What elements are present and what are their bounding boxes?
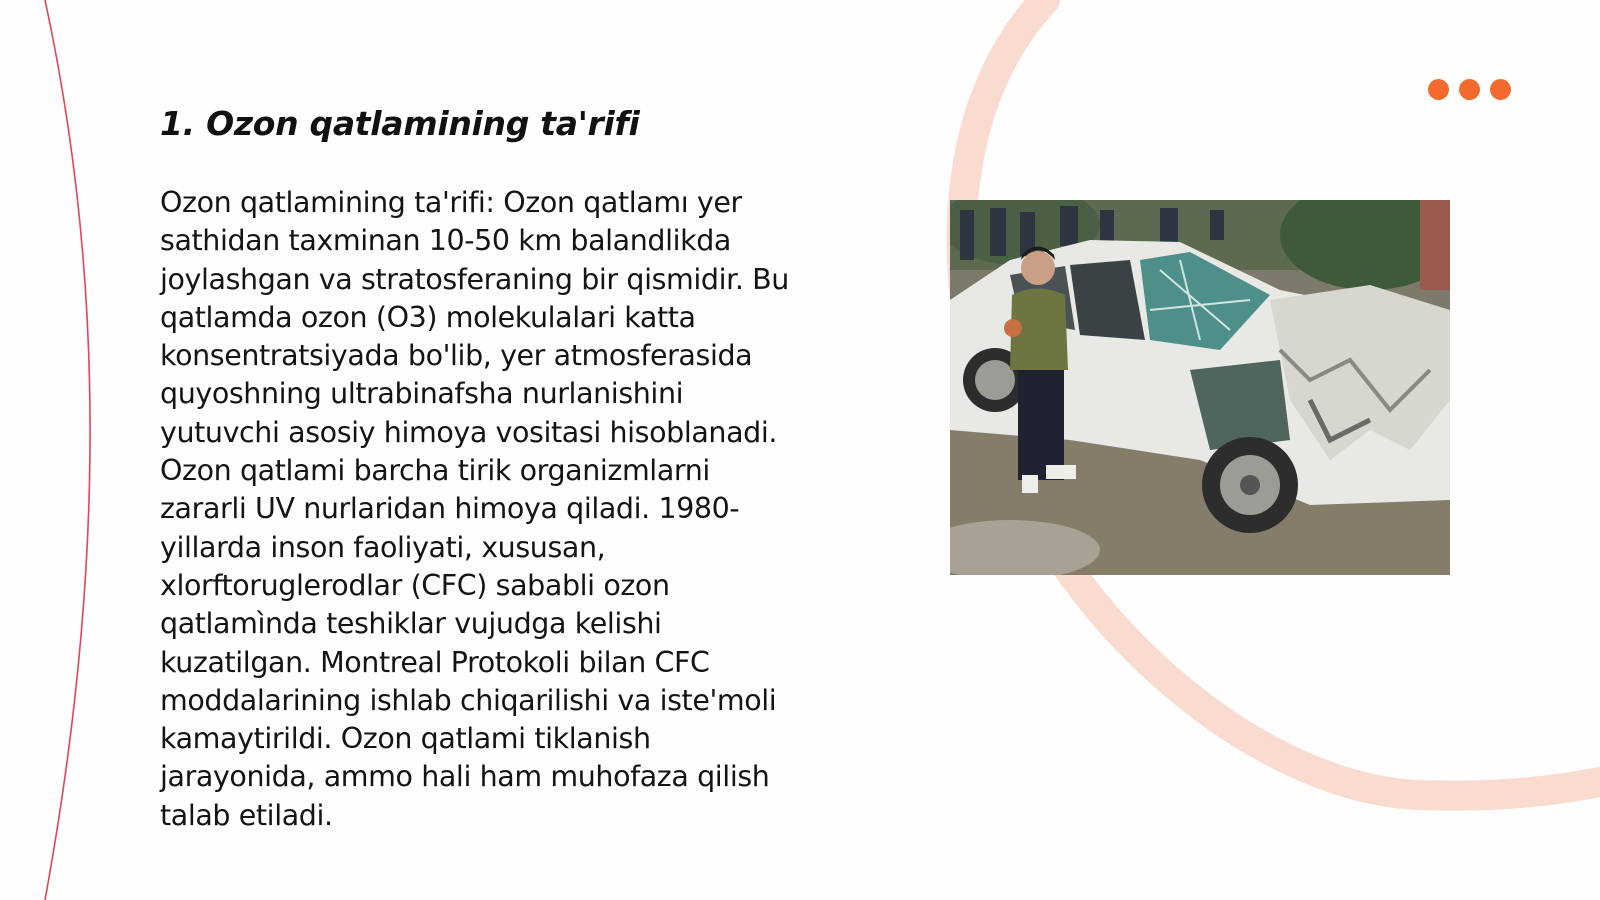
slide-title: 1. Ozon qatlamining ta'rifi	[160, 104, 640, 143]
dot-icon	[1459, 79, 1480, 100]
decorative-dots	[1428, 79, 1511, 100]
decorative-left-line	[45, 0, 90, 900]
photo-illustration	[950, 200, 1450, 575]
dot-icon	[1490, 79, 1511, 100]
crashed-car-photo	[950, 200, 1450, 575]
slide-body-text: Ozon qatlamining ta'rifi: Ozon qatlamı yer sathidan taxminan 10-50 km balandlikda joylashgan va stratosferaning bir qismidir. Bu qatlamda ozon (O3) molekulalari katta konsentratsiyada bo'lib, yer atmosferasida quyoshning ultrabinafsha nurlanishini yutuvchi asosiy himoya vositasi hisoblanadi. Ozon qatlami barcha tirik organizmlarni zararli UV nurlaridan himoya qiladi. 1980- yillarda inson faoliyati, xususan, xlorftoruglerodlar (CFC) sababli ozon qatlamìnda teshiklar vujudga kelishi kuzatilgan. Montreal Protokoli bilan CFC moddalarining ishlab chiqarilishi va iste'moli kamaytirildi. Ozon qatlami tiklanish jarayonida, ammo hali ham muhofaza qilish talab etiladi.	[160, 186, 789, 832]
dot-icon	[1428, 79, 1449, 100]
